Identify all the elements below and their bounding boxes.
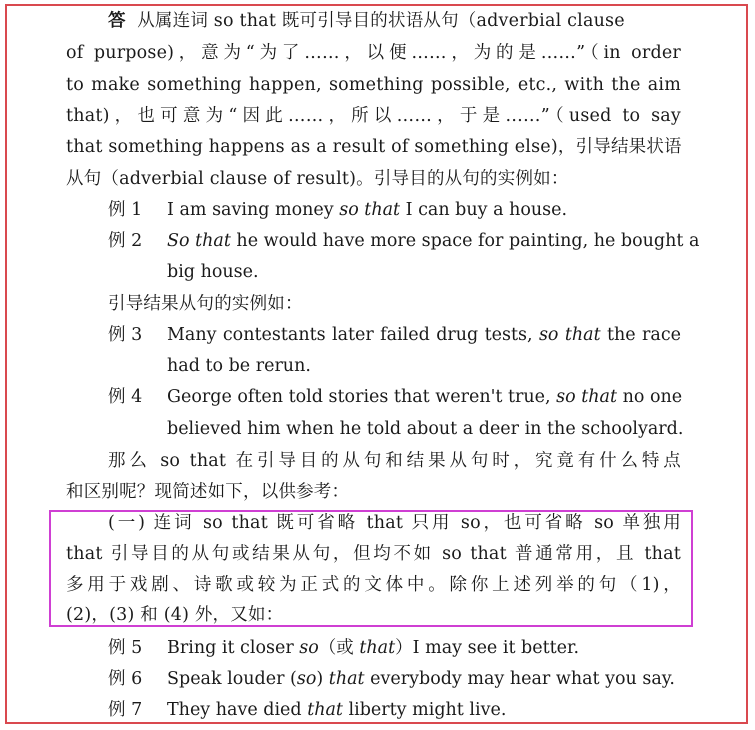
para1-line-2: of purpose)，意为“为了……，以便……，为的是……”（in order: [66, 43, 681, 63]
example-number: 例 7: [108, 700, 143, 720]
example-sentence: I am saving money so that I can buy a house.: [167, 200, 568, 220]
para2-line-1: 那么 so that 在引导目的从句和结果从句时，究竟有什么特点: [108, 451, 681, 471]
answer-label: 答: [108, 11, 126, 31]
example-continuation: had to be rerun.: [167, 356, 311, 376]
para3-line-2: that 引导目的从句或结果从句，但均不如 so that 普通常用，且 that: [66, 544, 681, 564]
example-sentence: Speak louder (so) that everybody may hear what you say.: [167, 669, 675, 689]
para2-line-2: 和区别呢？现简述如下，以供参考：: [66, 482, 350, 502]
para1-line-5: that something happens as a result of something else)，引导结果状语: [66, 137, 682, 157]
para1-line-1: 答 从属连词 so that 既可引导目的状语从句（adverbial clause: [108, 11, 625, 31]
example-number: 例 3: [108, 325, 143, 345]
example-number: 例 6: [108, 669, 143, 689]
para3-line-1: (一) 连词 so that 既可省略 that 只用 so，也可省略 so 单独用: [108, 513, 681, 533]
result-intro: 引导结果从句的实例如：: [108, 294, 303, 314]
para3-line-3: 多用于戏剧、诗歌或较为正式的文体中。除你上述列举的句（1)，: [66, 575, 681, 595]
para1-line-4: that)，也可意为“因此……，所以……，于是……”（used to say: [66, 106, 681, 126]
para3-line-4: (2)，(3) 和 (4) 外，又如：: [66, 605, 284, 625]
example-number: 例 1: [108, 200, 143, 220]
para1-line-3: to make something happen, something possible, etc., with the aim: [66, 75, 681, 95]
example-sentence: Many contestants later failed drug tests, so that the race: [167, 325, 681, 345]
example-number: 例 2: [108, 231, 143, 251]
example-continuation: big house.: [167, 262, 259, 282]
example-sentence: Bring it closer so（或 that）I may see it better.: [167, 638, 580, 658]
example-number: 例 4: [108, 387, 143, 407]
example-sentence: So that he would have more space for painting, he bought a: [167, 231, 700, 251]
example-continuation: believed him when he told about a deer in the schoolyard.: [167, 419, 684, 439]
example-sentence: George often told stories that weren't true, so that no one: [167, 387, 683, 407]
example-sentence: They have died that liberty might live.: [167, 700, 507, 720]
example-number: 例 5: [108, 638, 143, 658]
para1-line-6: 从句（adverbial clause of result)。引导目的从句的实例如：: [66, 169, 569, 189]
